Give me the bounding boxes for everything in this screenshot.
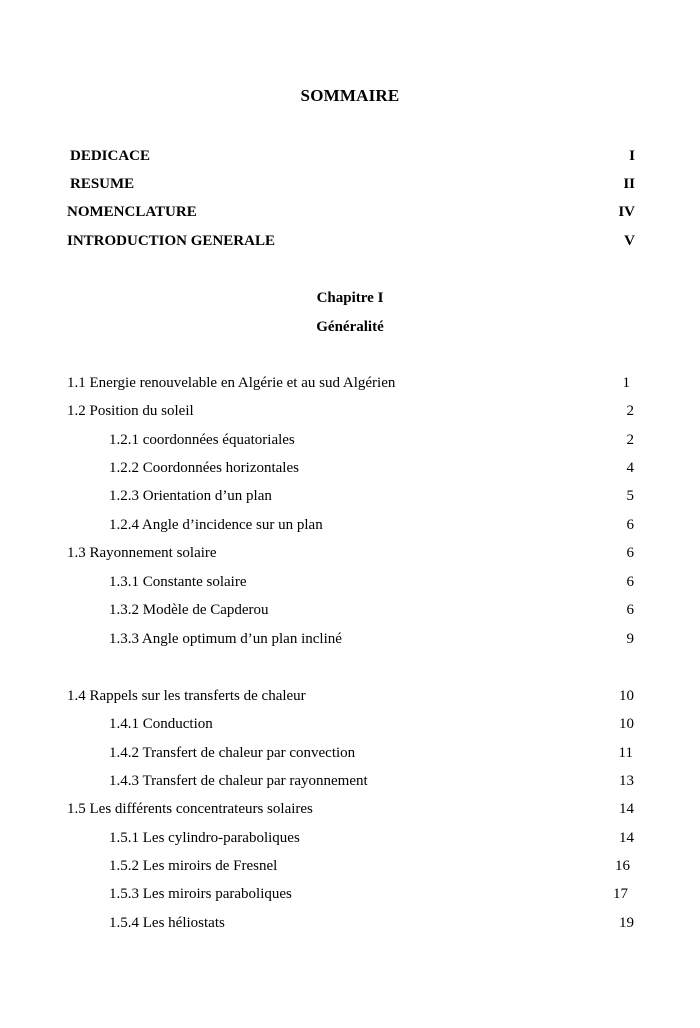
toc-entry-page: 6 <box>626 517 634 533</box>
chapter-label: Chapitre I <box>316 290 384 306</box>
toc-entry[interactable] <box>109 713 634 735</box>
toc-entry-label: 1.2 Position du soleil <box>67 403 194 419</box>
toc-entry-label: 1.2.4 Angle d’incidence sur un plan <box>109 517 323 533</box>
toc-entry-page: 13 <box>619 773 634 789</box>
toc-entry[interactable] <box>109 827 634 849</box>
toc-entry-page: 14 <box>619 830 634 846</box>
toc-entry[interactable] <box>109 855 630 877</box>
toc-entry-page: 16 <box>615 858 630 874</box>
toc-entry[interactable] <box>109 628 634 650</box>
toc-entry-page: 17 <box>613 886 628 902</box>
toc-entry[interactable] <box>109 457 634 479</box>
toc-entry[interactable] <box>109 429 634 451</box>
toc-entry-label: 1.3.3 Angle optimum d’un plan incliné <box>109 631 342 647</box>
toc-entry-page: 5 <box>626 488 634 504</box>
toc-entry-label: 1.2.1 coordonnées équatoriales <box>109 432 295 448</box>
chapter-subtitle: Généralité <box>316 319 384 335</box>
toc-entry-page: 6 <box>626 602 634 618</box>
toc-entry-label: 1.5.2 Les miroirs de Fresnel <box>109 858 278 874</box>
toc-entry[interactable] <box>109 485 634 507</box>
toc-entry-page: 19 <box>619 915 634 931</box>
toc-entry-page: IV <box>618 204 635 220</box>
toc-entry[interactable] <box>109 742 633 764</box>
toc-entry-label: NOMENCLATURE <box>67 204 197 220</box>
toc-entry-page: 4 <box>626 460 634 476</box>
toc-entry-label: 1.1 Energie renouvelable en Algérie et au sud Algérien <box>67 375 396 391</box>
toc-entry-page: II <box>623 176 635 192</box>
toc-entry-label: 1.5.4 Les héliostats <box>109 915 225 931</box>
toc-entry-page: V <box>624 233 635 249</box>
toc-entry-introduction[interactable] <box>67 230 635 252</box>
toc-entry[interactable] <box>67 798 634 820</box>
toc-entry[interactable] <box>109 514 634 536</box>
toc-entry-page: 10 <box>619 716 634 732</box>
toc-entry-label: RESUME <box>70 176 135 192</box>
toc-entry-dedicace[interactable] <box>70 145 635 167</box>
toc-entry-label: 1.3.1 Constante solaire <box>109 574 247 590</box>
toc-entry-label: 1.5.3 Les miroirs paraboliques <box>109 886 292 902</box>
toc-entry-page: I <box>629 148 635 164</box>
toc-entry-page: 9 <box>626 631 634 647</box>
toc-entry[interactable] <box>67 542 634 564</box>
toc-entry-page: 11 <box>618 745 633 761</box>
toc-entry[interactable] <box>67 400 634 422</box>
toc-entry-label: 1.3.2 Modèle de Capderou <box>109 602 269 618</box>
toc-entry-label: 1.4 Rappels sur les transferts de chaleur <box>67 688 306 704</box>
page-title: SOMMAIRE <box>300 86 400 105</box>
toc-entry[interactable] <box>109 912 634 934</box>
toc-entry-page: 14 <box>619 801 634 817</box>
toc-entry-label: 1.5 Les différents concentrateurs solaires <box>67 801 313 817</box>
toc-entry-label: 1.2.3 Orientation d’un plan <box>109 488 272 504</box>
toc-entry-page: 6 <box>626 574 634 590</box>
toc-entry-label: 1.4.3 Transfert de chaleur par rayonnement <box>109 773 368 789</box>
toc-entry[interactable] <box>109 599 634 621</box>
toc-entry[interactable] <box>109 571 634 593</box>
toc-entry-nomenclature[interactable] <box>67 201 635 223</box>
toc-entry-label: 1.4.1 Conduction <box>109 716 213 732</box>
toc-entry[interactable] <box>67 685 634 707</box>
toc-entry-resume[interactable] <box>70 173 635 195</box>
toc-entry-page: 2 <box>626 403 634 419</box>
toc-entry-page: 10 <box>619 688 634 704</box>
toc-entry-label: DEDICACE <box>70 148 151 164</box>
toc-entry-page: 6 <box>626 545 634 561</box>
toc-entry-page: 2 <box>626 432 634 448</box>
toc-entry-label: 1.2.2 Coordonnées horizontales <box>109 460 299 476</box>
toc-entry[interactable] <box>109 770 634 792</box>
toc-entry-label: 1.3 Rayonnement solaire <box>67 545 217 561</box>
toc-entry-label: 1.4.2 Transfert de chaleur par convection <box>109 745 356 761</box>
toc-entry[interactable] <box>67 372 630 394</box>
toc-entry-label: INTRODUCTION GENERALE <box>67 233 275 249</box>
toc-entry-label: 1.5.1 Les cylindro-paraboliques <box>109 830 300 846</box>
toc-entry[interactable] <box>109 883 628 905</box>
toc-entry-page: 1 <box>622 375 630 391</box>
